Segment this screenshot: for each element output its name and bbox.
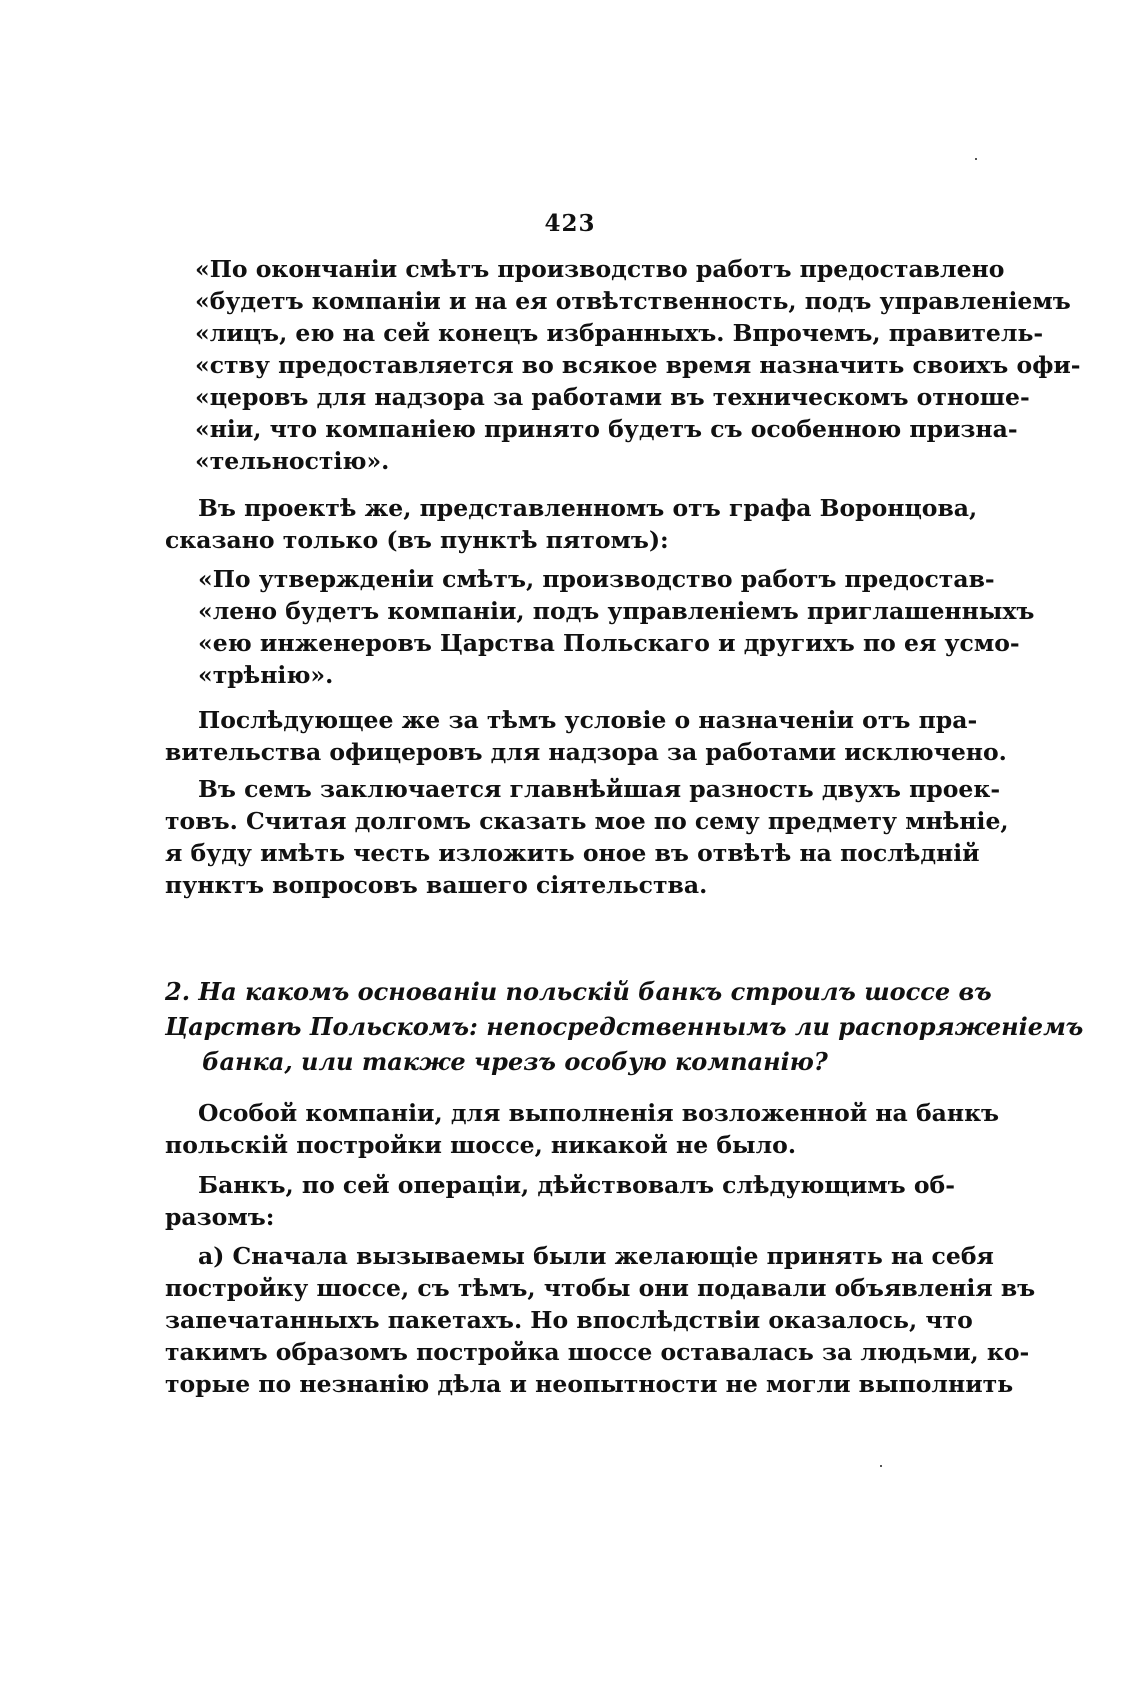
text-line: я буду имѣть честь изложить оное въ отвѣтѣ на послѣдній (165, 839, 980, 867)
text-line: «лицъ, ею на сей конецъ избранныхъ. Впрочемъ, правитель- (195, 319, 1044, 347)
page-number: 423 (544, 210, 596, 237)
text-line: постройку шоссе, съ тѣмъ, чтобы они подавали объявленія въ (165, 1274, 1036, 1302)
text-line: торые по незнанію дѣла и неопытности не могли выполнить (165, 1370, 1014, 1398)
text-line: вительства офицеровъ для надзора за работами исключено. (165, 738, 1007, 766)
text-line: товъ. Считая долгомъ сказать мое по сему предмету мнѣніе, (165, 807, 1009, 835)
scan-speck (880, 1465, 882, 1467)
text-line: «церовъ для надзора за работами въ техническомъ отноше- (195, 383, 1030, 411)
section-heading: 2. На какомъ основаніи польскій банкъ строилъ шоссе въ (165, 977, 992, 1006)
text-line: запечатанныхъ пакетахъ. Но впослѣдствіи оказалось, что (165, 1306, 973, 1334)
text-line: разомъ: (165, 1203, 275, 1231)
scan-speck (975, 158, 977, 160)
text-line: «По утвержденіи смѣтъ, производство работъ предостав- (198, 565, 995, 593)
text-line: польскій постройки шоссе, никакой не было. (165, 1131, 797, 1159)
text-line: «ніи, что компаніею принято будетъ съ особенною призна- (195, 415, 1018, 443)
text-line: пунктъ вопросовъ вашего сіятельства. (165, 871, 708, 899)
section-heading: Царствѣ Польскомъ: непосредственнымъ ли распоряженіемъ (165, 1012, 1084, 1041)
text-line: «тельностію». (195, 447, 390, 475)
text-line: Въ семъ заключается главнѣйшая разность двухъ проек- (198, 775, 1001, 803)
text-line: такимъ образомъ постройка шоссе оставалась за людьми, ко- (165, 1338, 1030, 1366)
section-heading: банка, или также чрезъ особую компанію? (202, 1047, 828, 1076)
text-line: «ству предоставляется во всякое время назначить своихъ офи- (195, 351, 1081, 379)
text-line: «лено будетъ компаніи, подъ управленіемъ приглашенныхъ (198, 597, 1035, 625)
text-line: сказано только (въ пунктѣ пятомъ): (165, 526, 669, 554)
text-line: Банкъ, по сей операціи, дѣйствовалъ слѣдующимъ об- (198, 1171, 955, 1199)
text-line: «трѣнію». (198, 661, 334, 689)
text-line: «будетъ компаніи и на ея отвѣтственность, подъ управленіемъ (195, 287, 1071, 315)
text-line: а) Сначала вызываемы были желающіе принять на себя (198, 1242, 994, 1270)
text-line: Особой компаніи, для выполненія возложенной на банкъ (198, 1099, 1000, 1127)
text-line: «ею инженеровъ Царства Польскаго и другихъ по ея усмо- (198, 629, 1020, 657)
text-line: Въ проектѣ же, представленномъ отъ графа Воронцова, (198, 494, 978, 522)
text-line: «По окончаніи смѣтъ производство работъ предоставлено (195, 255, 1005, 283)
text-line: Послѣдующее же за тѣмъ условіе о назначеніи отъ пра- (198, 706, 978, 734)
